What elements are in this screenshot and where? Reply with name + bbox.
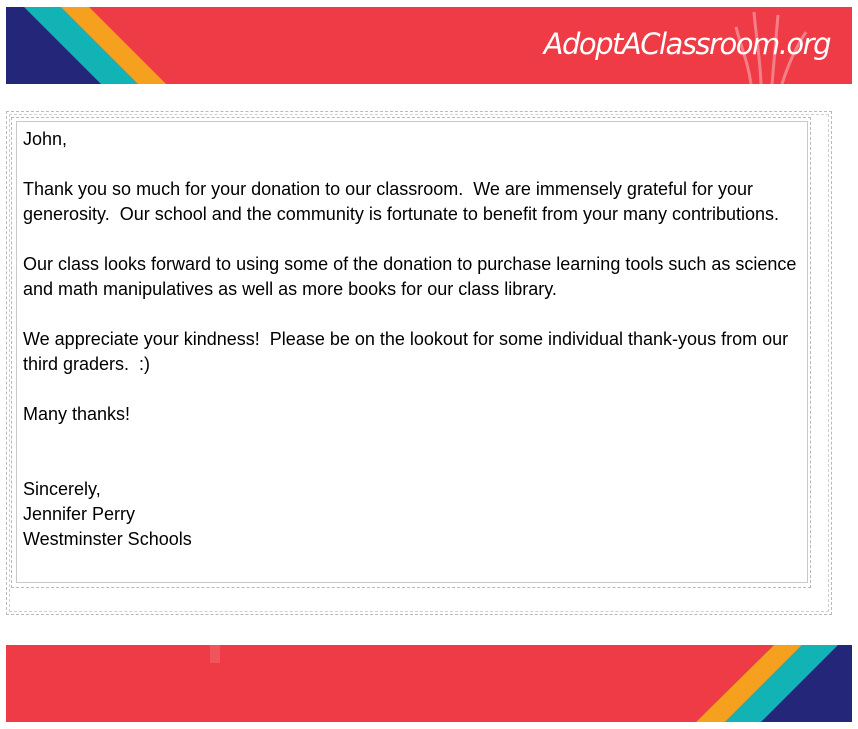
signer-name: Jennifer Perry bbox=[23, 504, 136, 524]
letter-spacer bbox=[23, 452, 803, 477]
letter-paragraph: Many thanks! bbox=[23, 404, 131, 424]
logo-text: AdoptAClassroom.org bbox=[543, 27, 830, 61]
adopt-a-classroom-logo bbox=[544, 26, 830, 62]
letter-paragraph: Our class looks forward to using some of the donation to purchase learning tools such as science and math manipulatives as well as more books for our class library. bbox=[23, 254, 802, 299]
letter-signature bbox=[23, 477, 803, 552]
letter-closing: Sincerely, bbox=[23, 479, 101, 499]
footer-banner bbox=[6, 645, 852, 722]
header-banner bbox=[6, 7, 852, 84]
thank-you-letter bbox=[23, 127, 803, 552]
signer-organization: Westminster Schools bbox=[23, 529, 192, 549]
letter-salutation: John, bbox=[23, 129, 68, 149]
footer-banner-graphic bbox=[6, 645, 852, 722]
letter-paragraph: We appreciate your kindness! Please be on the lookout for some individual thank-yous from our third graders. :) bbox=[23, 329, 794, 374]
letter-paragraph: Thank you so much for your donation to our classroom. We are immensely grateful for your generosity. Our school and the community is fortunate to benefit from your many contributions. bbox=[23, 179, 780, 224]
